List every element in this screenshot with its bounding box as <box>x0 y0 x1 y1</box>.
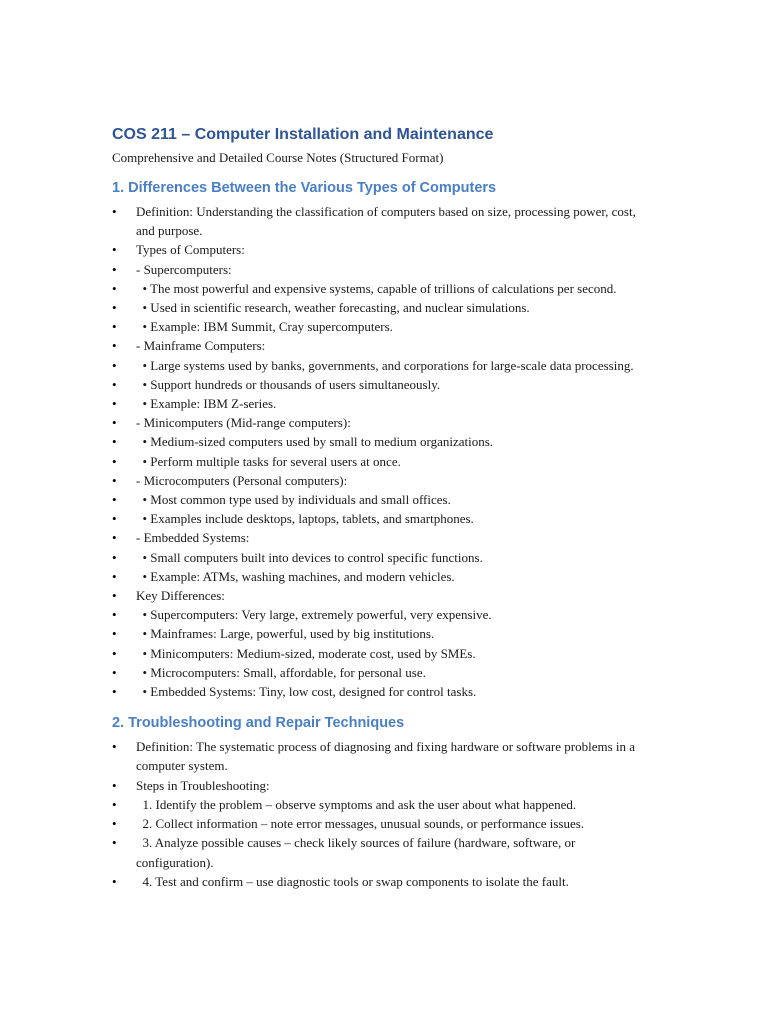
document-content <box>112 124 652 891</box>
list-item: • • Example: IBM Summit, Cray supercomputers. <box>112 317 652 336</box>
list-item: • • Support hundreds or thousands of users simultaneously. <box>112 375 652 394</box>
list-item: • - Microcomputers (Personal computers): <box>112 471 652 490</box>
list-item: • • Most common type used by individuals and small offices. <box>112 490 652 509</box>
list-item: • Definition: The systematic process of diagnosing and fixing hardware or software problems in a computer system. <box>112 737 652 775</box>
list-item: • - Embedded Systems: <box>112 528 652 547</box>
list-item: • • Perform multiple tasks for several users at once. <box>112 452 652 471</box>
list-item: • • Examples include desktops, laptops, tablets, and smartphones. <box>112 509 652 528</box>
bullet-list-troubleshooting <box>112 737 652 891</box>
list-item: • • Minicomputers: Medium-sized, moderate cost, used by SMEs. <box>112 644 652 663</box>
list-item: • • Supercomputers: Very large, extremely powerful, very expensive. <box>112 605 652 624</box>
list-item: • 1. Identify the problem – observe symptoms and ask the user about what happened. <box>112 795 652 814</box>
list-item: • • Used in scientific research, weather forecasting, and nuclear simulations. <box>112 298 652 317</box>
list-item: • 4. Test and confirm – use diagnostic tools or swap components to isolate the fault. <box>112 872 652 891</box>
section-heading-troubleshooting: 2. Troubleshooting and Repair Techniques <box>112 715 405 732</box>
list-item: • • Example: IBM Z-series. <box>112 394 652 413</box>
list-item: • • The most powerful and expensive systems, capable of trillions of calculations per second. <box>112 279 652 298</box>
list-item: • • Medium-sized computers used by small to medium organizations. <box>112 432 652 451</box>
list-item: • • Example: ATMs, washing machines, and modern vehicles. <box>112 567 652 586</box>
list-item: • • Mainframes: Large, powerful, used by big institutions. <box>112 624 652 643</box>
list-item: • • Small computers built into devices to control specific functions. <box>112 548 652 567</box>
list-item: • - Mainframe Computers: <box>112 336 652 355</box>
list-item: • Key Differences: <box>112 586 652 605</box>
list-item: • • Embedded Systems: Tiny, low cost, designed for control tasks. <box>112 682 652 701</box>
bullet-list-computer-types <box>112 202 652 701</box>
list-item: • • Large systems used by banks, governments, and corporations for large-scale data processing. <box>112 356 652 375</box>
document-title: COS 211 – Computer Installation and Maintenance <box>112 126 494 143</box>
list-item: • • Microcomputers: Small, affordable, for personal use. <box>112 663 652 682</box>
list-item: • Steps in Troubleshooting: <box>112 776 652 795</box>
list-item: • - Minicomputers (Mid-range computers): <box>112 413 652 432</box>
list-item: • 2. Collect information – note error messages, unusual sounds, or performance issues. <box>112 814 652 833</box>
section-heading-computer-types: 1. Differences Between the Various Types of Computers <box>112 180 497 196</box>
list-item: • Definition: Understanding the classification of computers based on size, processing power, cost, and purpose. <box>112 202 652 240</box>
list-item: • - Supercomputers: <box>112 260 652 279</box>
document-subtitle: Comprehensive and Detailed Course Notes (Structured Format) <box>112 150 444 165</box>
list-item: • 3. Analyze possible causes – check likely sources of failure (hardware, software, or configuration). <box>112 833 652 871</box>
list-item: • Types of Computers: <box>112 240 652 259</box>
